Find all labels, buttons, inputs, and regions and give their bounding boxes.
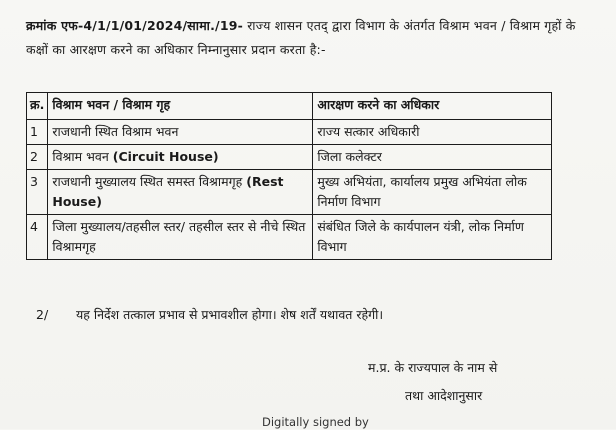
- header-rest-house: विश्राम भवन / विश्राम गृह: [48, 93, 313, 120]
- row-authority: संबंधित जिले के कार्यपालन यंत्री, लोक निर्माण विभाग: [313, 215, 552, 260]
- row-authority: राज्य सत्कार अधिकारी: [313, 120, 552, 145]
- row-rest-house: [48, 170, 313, 215]
- reservation-authority-table: [26, 92, 552, 260]
- intro-text: राज्य शासन एतद् द्वारा विभाग के अंतर्गत विश्राम भवन / विश्राम गृहों के कक्षों का आरक्षण करने का अधिकार निम्नानुसार प्रदान करता है:-: [26, 18, 576, 57]
- table-row: [27, 145, 552, 170]
- signature-line-1: म.प्र. के राज्यपाल के नाम से: [368, 360, 498, 375]
- row-rest-house-text: राजधानी स्थित विश्राम भवन: [52, 124, 179, 139]
- instruction-point-2: [36, 305, 596, 325]
- order-reference: क्रमांक एफ-4/1/1/01/2024/सामा./19-: [26, 18, 244, 33]
- row-rest-house: [48, 215, 313, 260]
- header-authority: आरक्षण करने का अधिकार: [313, 93, 552, 120]
- row-rest-house: [48, 145, 313, 170]
- intro-paragraph: [26, 14, 596, 62]
- row-serial-no: 2: [27, 145, 48, 170]
- signature-line-2: तथा आदेशानुसार: [405, 388, 483, 403]
- header-serial-no: क्र.: [27, 93, 48, 120]
- table-row: [27, 170, 552, 215]
- row-serial-no: 3: [27, 170, 48, 215]
- row-rest-house-english: (Rest House): [52, 174, 284, 209]
- row-rest-house-english: (Circuit House): [112, 149, 219, 164]
- row-rest-house: [48, 120, 313, 145]
- table-row: [27, 120, 552, 145]
- row-rest-house-text: जिला मुख्यालय/तहसील स्तर/ तहसील स्तर से नीचे स्थित विश्रामगृह: [52, 219, 306, 254]
- point-text: यह निर्देश तत्काल प्रभाव से प्रभावशील होगा। शेष शर्तें यथावत रहेगी।: [76, 307, 384, 322]
- row-serial-no: 1: [27, 120, 48, 145]
- table-row: [27, 215, 552, 260]
- row-serial-no: 4: [27, 215, 48, 260]
- row-rest-house-text: विश्राम भवन: [52, 149, 113, 164]
- row-authority: मुख्य अभियंता, कार्यालय प्रमुख अभियंता लोक निर्माण विभाग: [313, 170, 552, 215]
- row-authority: जिला कलेक्टर: [313, 145, 552, 170]
- digital-signature-note: Digitally signed by: [262, 415, 369, 429]
- point-number: 2/: [36, 307, 49, 322]
- row-rest-house-text: राजधानी मुख्यालय स्थित समस्त विश्रामगृह: [52, 174, 247, 189]
- table-header-row: [27, 93, 552, 120]
